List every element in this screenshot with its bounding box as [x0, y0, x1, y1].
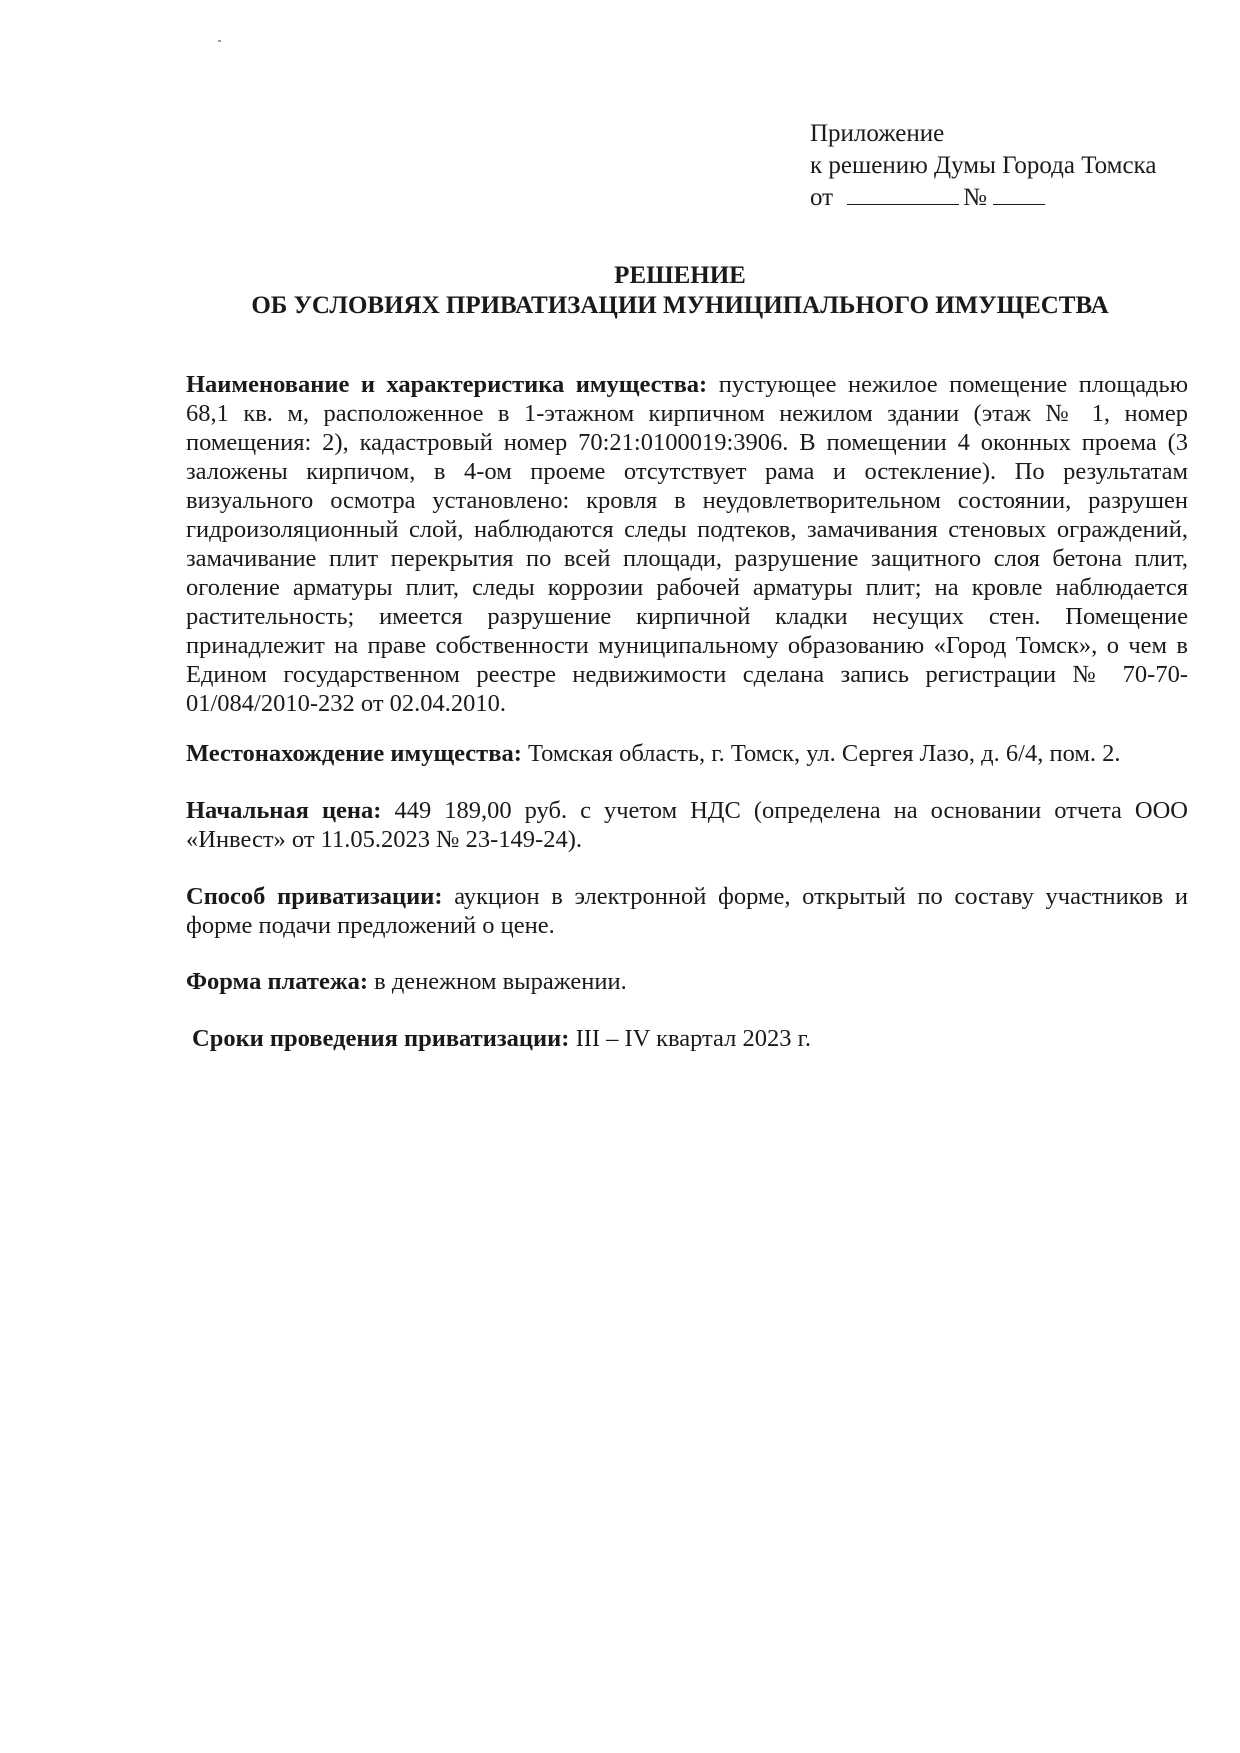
- scan-speck: [218, 40, 221, 42]
- section-property: [186, 370, 1188, 718]
- price-label: Начальная цена:: [186, 797, 382, 824]
- document-subtitle: ОБ УСЛОВИЯХ ПРИВАТИЗАЦИИ МУНИЦИПАЛЬНОГО ИМУЩЕСТВА: [251, 292, 1109, 319]
- price-text: 449 189,00 руб. с учетом НДС (определена на основании отчета ООО «Инвест» от 11.05.2023 № 23-149-24).: [186, 797, 1188, 853]
- section-price: [186, 796, 1188, 854]
- terms-text: III – IV квартал 2023 г.: [569, 1025, 812, 1052]
- date-blank: [847, 182, 959, 205]
- section-method: [186, 882, 1188, 940]
- document-title: РЕШЕНИЕ: [614, 262, 746, 289]
- number-blank: [993, 182, 1045, 205]
- property-text: пустующее нежилое помещение площадью 68,1 кв. м, расположенное в 1-этажном кирпичном нежилом здании (этаж № 1, номер помещения: 2), кадастровый номер 70:21:0100019:3906. В помещении 4 оконных проема (3 заложены кирпичом, в 4-ом проеме отсутствует рама и остекление). По результатам визуального осмотра установлено: кровля в неудовлетворительном состоянии, разрушен гидроизоляционный слой, наблюдаются следы подтеков, замачивания стеновых ограждений, замачивание плит перекрытия по всей площади, разрушение защитного слоя бетона плит, оголение арматуры плит, следы коррозии рабочей арматуры плит; на кровле наблюдается растительность; имеется разрушение кирпичной кладки несущих стен. Помещение принадлежит на праве собственности муниципальному образованию «Город Томск», о чем в Едином государственном реестре недвижимости сделана запись регистрации № 70-70-01/084/2010-232 от 02.04.2010.: [186, 371, 1189, 717]
- terms-label: Сроки проведения приватизации:: [192, 1025, 570, 1052]
- section-payment: [186, 967, 1188, 996]
- method-label: Способ приватизации:: [186, 883, 443, 910]
- annex-line-1: Приложение: [810, 120, 945, 147]
- payment-text: в денежном выражении.: [368, 968, 627, 995]
- annex-block: [810, 118, 1156, 214]
- annex-number-sign: №: [963, 184, 987, 211]
- annex-date-line: [810, 182, 1156, 214]
- method-text: аукцион в электронной форме, открытый по составу участников и форме подачи предложений о цене.: [186, 883, 1188, 939]
- payment-label: Форма платежа:: [186, 968, 369, 995]
- property-label: Наименование и характеристика имущества:: [186, 371, 708, 398]
- section-terms: [192, 1024, 1194, 1053]
- location-text: Томская область, г. Томск, ул. Сергея Лазо, д. 6/4, пом. 2.: [521, 740, 1121, 767]
- location-label: Местонахождение имущества:: [186, 740, 522, 767]
- annex-date-prefix: от: [810, 184, 834, 211]
- annex-line-2: к решению Думы Города Томска: [810, 152, 1157, 179]
- section-location: [186, 739, 1188, 768]
